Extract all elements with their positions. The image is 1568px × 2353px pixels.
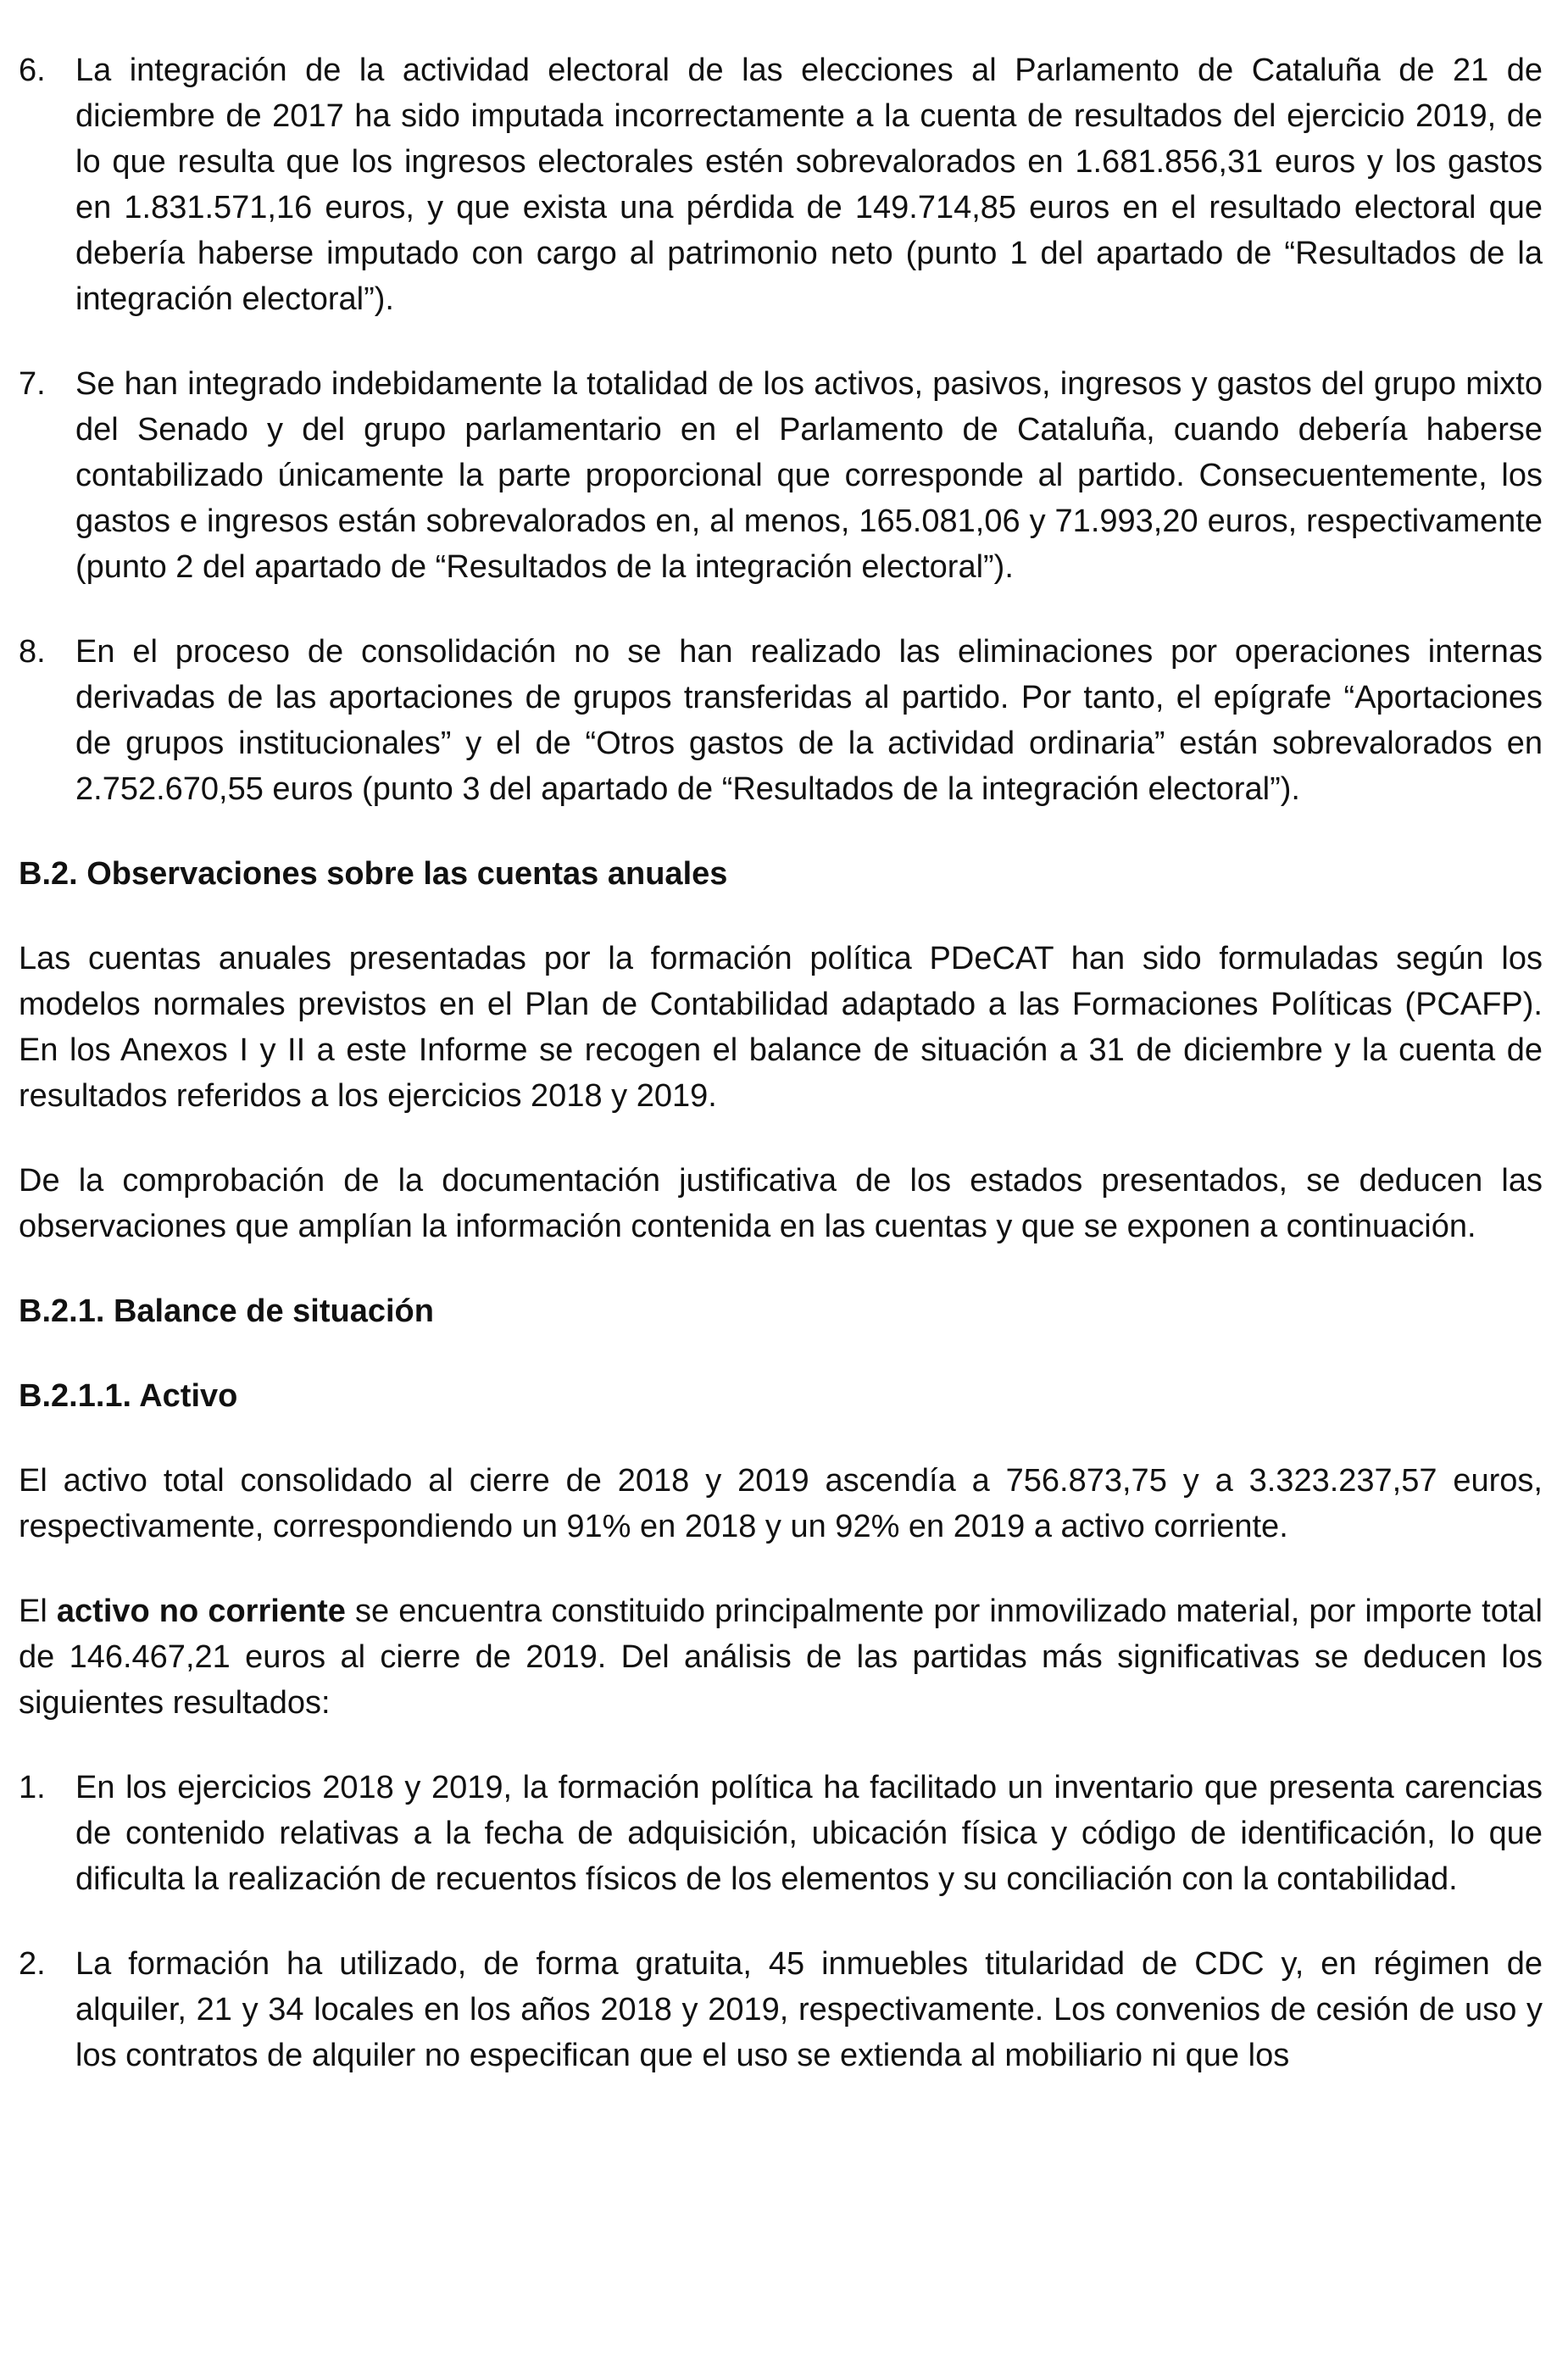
bold-term-activo-no-corriente: activo no corriente (56, 1594, 346, 1629)
list-item-number: 1. (19, 1770, 46, 1805)
list-item-6 (19, 47, 1543, 322)
list-item-text: La integración de la actividad electoral de las elecciones al Parlamento de Cataluña de 21 de diciembre de 2017 ha sido imputada incorrectamente a la cuenta de resultados del ejercicio 2019, de lo que resulta que los ingresos electorales estén sobrevalorados en 1.681.856,31 euros y los gastos en 1.831.571,16 euros, y que exista una pérdida de 149.714,85 euros en el resultado electoral que debería haberse imputado con cargo al patrimonio neto (punto 1 del apartado de “Resultados de la integración electoral”). (75, 53, 1543, 317)
paragraph-b2-observations: De la comprobación de la documentación justificativa de los estados presentados, se deducen las observaciones que amplían la información contenida en las cuentas y que se exponen a continuación. (19, 1163, 1543, 1244)
numbered-list-observations (19, 47, 1543, 812)
list-item-number: 6. (19, 53, 46, 88)
paragraph-b2-intro: Las cuentas anuales presentadas por la formación política PDeCAT han sido formuladas según los modelos normales previstos en el Plan de Contabilidad adaptado a las Formaciones Políticas (PCAFP). En los Anexos I y II a este Informe se recogen el balance de situación a 31 de diciembre y la cuenta de resultados referidos a los ejercicios 2018 y 2019. (19, 941, 1543, 1114)
paragraph-activo-total: El activo total consolidado al cierre de 2018 y 2019 ascendía a 756.873,75 y a 3.323.237,57 euros, respectivamente, correspondiendo un 91% en 2018 y un 92% en 2019 a activo corriente. (19, 1463, 1543, 1544)
document-page (19, 47, 1543, 2078)
list-item-7 (19, 361, 1543, 590)
paragraph-activo-no-corriente (19, 1588, 1543, 1726)
paragraph-prefix: El (19, 1594, 47, 1629)
list-item-number: 8. (19, 634, 46, 670)
list-item-2 (19, 1941, 1543, 2078)
list-item-number: 2. (19, 1946, 46, 1982)
section-heading-b21: B.2.1. Balance de situación (19, 1293, 434, 1329)
numbered-list-activo-results (19, 1765, 1543, 2078)
paragraph-rest: se encuentra constituido principalmente por inmovilizado material, por importe total de 146.467,21 euros al cierre de 2019. Del análisis de las partidas más significativas se deducen los siguientes resultados: (19, 1594, 1543, 1721)
list-item-text: La formación ha utilizado, de forma gratuita, 45 inmuebles titularidad de CDC y, en régimen de alquiler, 21 y 34 locales en los años 2018 y 2019, respectivamente. Los convenios de cesión de uso y los contratos de alquiler no especifican que el uso se extienda al mobiliario ni que los (75, 1946, 1543, 2073)
list-item-text: En el proceso de consolidación no se han realizado las eliminaciones por operaciones internas derivadas de las aportaciones de grupos transferidas al partido. Por tanto, el epígrafe “Aportaciones de grupos institucionales” y el de “Otros gastos de la actividad ordinaria” están sobrevalorados en 2.752.670,55 euros (punto 3 del apartado de “Resultados de la integración electoral”). (75, 634, 1543, 807)
section-heading-b2: B.2. Observaciones sobre las cuentas anuales (19, 856, 728, 892)
section-heading-b211: B.2.1.1. Activo (19, 1378, 238, 1414)
list-item-1 (19, 1765, 1543, 1902)
list-item-text: Se han integrado indebidamente la totalidad de los activos, pasivos, ingresos y gastos del grupo mixto del Senado y del grupo parlamentario en el Parlamento de Cataluña, cuando debería haberse contabilizado únicamente la parte proporcional que corresponde al partido. Consecuentemente, los gastos e ingresos están sobrevalorados en, al menos, 165.081,06 y 71.993,20 euros, respectivamente (punto 2 del apartado de “Resultados de la integración electoral”). (75, 366, 1543, 585)
list-item-text: En los ejercicios 2018 y 2019, la formación política ha facilitado un inventario que presenta carencias de contenido relativas a la fecha de adquisición, ubicación física y código de identificación, lo que dificulta la realización de recuentos físicos de los elementos y su conciliación con la contabilidad. (75, 1770, 1543, 1897)
list-item-number: 7. (19, 366, 46, 402)
list-item-8 (19, 629, 1543, 812)
